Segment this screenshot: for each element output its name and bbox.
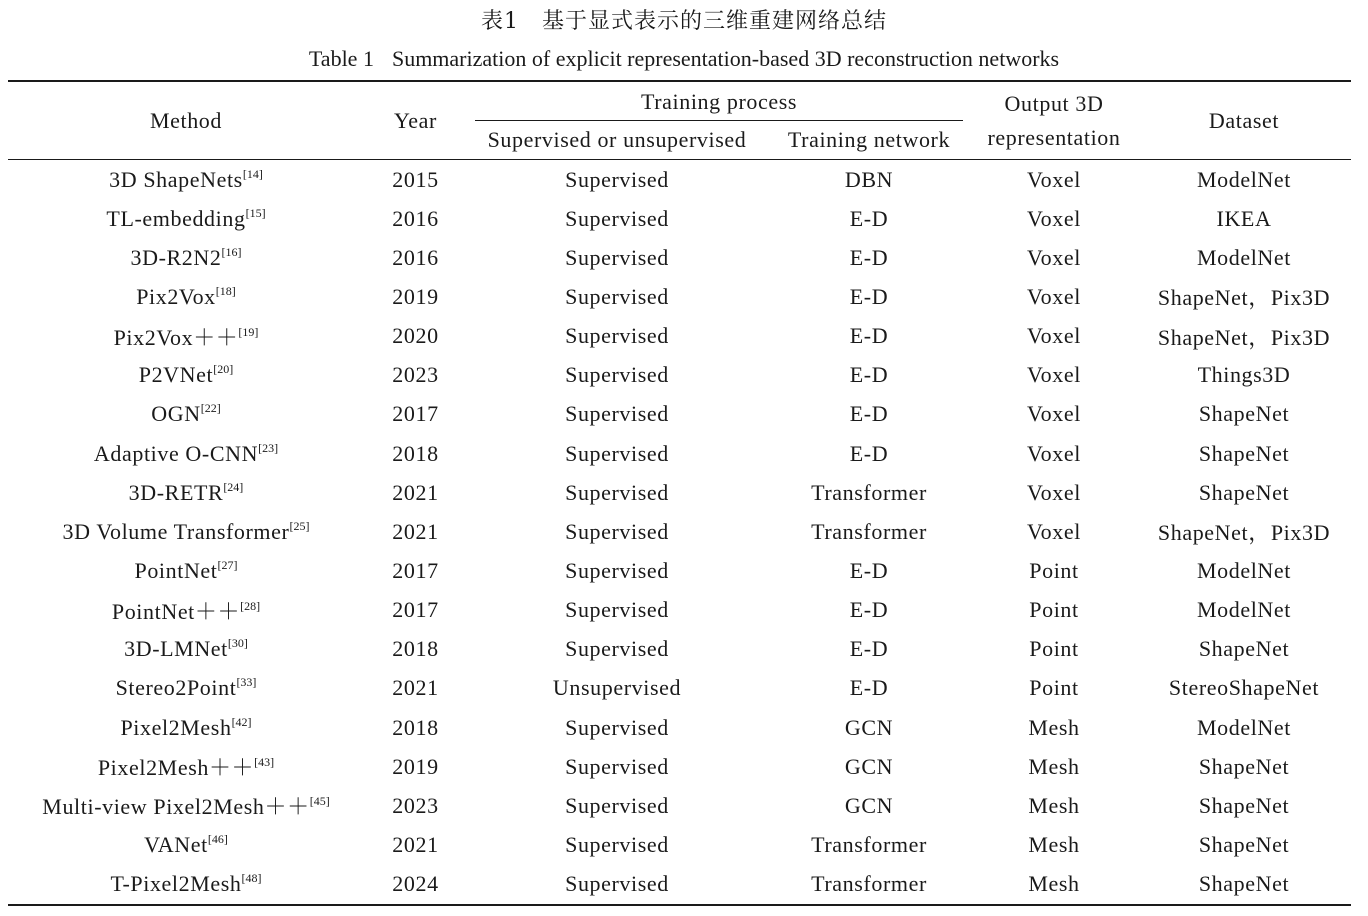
method-name: OGN xyxy=(151,401,201,427)
cell-year: 2021 xyxy=(392,479,439,505)
table-row xyxy=(8,786,1351,825)
cell-year: 2021 xyxy=(392,518,439,544)
citation-ref: [25] xyxy=(289,518,310,533)
table-row xyxy=(8,473,1351,512)
table-row xyxy=(8,591,1351,630)
cell-supervision: Supervised xyxy=(565,792,669,818)
cell-output: Voxel xyxy=(1027,323,1081,349)
cell-network: E-D xyxy=(849,636,889,662)
table-number: Table 1 xyxy=(308,46,374,71)
cell-method xyxy=(8,434,364,473)
cell-network: DBN xyxy=(844,166,894,192)
cell-network: GCN xyxy=(844,792,894,818)
cell-year: 2018 xyxy=(392,714,439,740)
method-name: Pixel2Mesh＋＋ xyxy=(97,755,255,781)
cell-network: E-D xyxy=(849,597,889,623)
cell-supervision: Supervised xyxy=(565,244,669,270)
cell-network: GCN xyxy=(844,714,894,740)
citation-ref: [45] xyxy=(309,794,330,809)
cell-year: 2016 xyxy=(392,244,439,270)
cell-output: Voxel xyxy=(1027,283,1081,309)
cell-output: Mesh xyxy=(1028,714,1080,740)
header-method: Method xyxy=(8,81,364,160)
cell-dataset: ShapeNet xyxy=(1198,753,1290,779)
cell-year: 2015 xyxy=(392,166,439,192)
cell-method xyxy=(8,356,364,395)
cell-dataset: ModelNet xyxy=(1196,597,1291,623)
cell-output: Voxel xyxy=(1027,166,1081,192)
cell-output: Voxel xyxy=(1027,244,1081,270)
citation-ref: [18] xyxy=(215,283,236,298)
cell-output: Point xyxy=(1029,557,1079,583)
cell-method xyxy=(8,277,364,316)
method-name: Pix2Vox＋＋ xyxy=(113,324,239,350)
cell-supervision: Supervised xyxy=(565,557,669,583)
cell-supervision: Supervised xyxy=(565,479,669,505)
cell-network: E-D xyxy=(849,675,889,701)
cell-dataset: ShapeNet xyxy=(1198,401,1290,427)
table-caption-chinese: 表1 基于显式表示的三维重建网络总结 xyxy=(481,9,887,34)
cell-method xyxy=(8,708,364,747)
cell-output: Point xyxy=(1029,597,1079,623)
cell-year: 2019 xyxy=(392,283,439,309)
cell-supervision: Supervised xyxy=(565,440,669,466)
cell-dataset: ModelNet xyxy=(1196,714,1291,740)
cell-supervision: Supervised xyxy=(565,205,669,231)
cell-dataset: ShapeNet xyxy=(1198,792,1290,818)
cell-method xyxy=(8,160,364,200)
header-output-line2: representation xyxy=(987,124,1121,150)
cell-supervision: Supervised xyxy=(467,865,767,905)
citation-ref: [43] xyxy=(254,755,275,770)
cell-method xyxy=(8,512,364,551)
cell-output: Mesh xyxy=(971,865,1137,905)
citation-ref: [33] xyxy=(236,675,257,690)
citation-ref: [23] xyxy=(258,440,279,455)
table-row xyxy=(8,512,1351,551)
table-row xyxy=(8,395,1351,434)
cell-network: Transformer xyxy=(811,831,927,857)
table-title: Summarization of explicit representation-based 3D reconstruction networks xyxy=(391,46,1060,71)
table-row xyxy=(8,199,1351,238)
table-row xyxy=(8,865,1351,905)
cell-output: Voxel xyxy=(1027,518,1081,544)
cell-supervision: Supervised xyxy=(565,362,669,388)
cell-output: Voxel xyxy=(1027,362,1081,388)
cell-dataset: ModelNet xyxy=(1196,166,1291,192)
cell-output: Voxel xyxy=(1027,205,1081,231)
header-dataset: Dataset xyxy=(1137,81,1351,160)
cell-year: 2023 xyxy=(392,362,439,388)
cell-output: Mesh xyxy=(1028,792,1080,818)
cell-network: E-D xyxy=(849,323,889,349)
method-name: TL-embedding xyxy=(106,205,246,231)
table-row xyxy=(8,669,1351,708)
cell-year: 2016 xyxy=(392,205,439,231)
cell-supervision: Supervised xyxy=(565,597,669,623)
method-name: P2VNet xyxy=(138,362,214,388)
cell-dataset: ModelNet xyxy=(1196,557,1291,583)
cell-year: 2023 xyxy=(392,792,439,818)
cell-dataset: IKEA xyxy=(1216,205,1272,231)
cell-network: E-D xyxy=(849,205,889,231)
cell-dataset: StereoShapeNet xyxy=(1168,675,1320,701)
cell-dataset: ShapeNet xyxy=(1198,479,1290,505)
cell-dataset: Things3D xyxy=(1197,362,1291,388)
table-row xyxy=(8,708,1351,747)
cell-method xyxy=(8,199,364,238)
citation-ref: [19] xyxy=(238,324,259,339)
cell-supervision: Supervised xyxy=(565,636,669,662)
header-training-process xyxy=(467,81,971,121)
citation-ref: [46] xyxy=(207,831,228,846)
cell-supervision: Supervised xyxy=(565,166,669,192)
cell-year: 2021 xyxy=(392,675,439,701)
cell-supervision: Supervised xyxy=(565,518,669,544)
header-training-network: Training network xyxy=(767,121,971,160)
citation-ref: [22] xyxy=(200,401,221,416)
cell-method xyxy=(8,551,364,590)
cell-method xyxy=(8,747,364,786)
cell-year: 2020 xyxy=(392,323,439,349)
cell-supervision: Supervised xyxy=(565,323,669,349)
method-name: T-Pixel2Mesh xyxy=(110,871,242,897)
citation-ref: [28] xyxy=(240,598,261,613)
method-name: Pix2Vox xyxy=(136,283,216,309)
cell-supervision: Supervised xyxy=(565,401,669,427)
table-row xyxy=(8,747,1351,786)
header-output-representation xyxy=(971,81,1137,160)
cell-method xyxy=(8,786,364,825)
table-caption-english xyxy=(0,43,1368,75)
table-row xyxy=(8,238,1351,277)
cell-output: Point xyxy=(1029,675,1079,701)
cell-dataset: ShapeNet xyxy=(1198,636,1290,662)
method-name: VANet xyxy=(144,831,208,857)
table-row xyxy=(8,551,1351,590)
table-row xyxy=(8,434,1351,473)
table-row xyxy=(8,825,1351,864)
citation-ref: [24] xyxy=(223,479,244,494)
citation-ref: [30] xyxy=(227,636,248,651)
method-name: Pixel2Mesh xyxy=(120,714,232,740)
citation-ref: [15] xyxy=(245,205,266,220)
header-supervised: Supervised or unsupervised xyxy=(467,121,767,160)
cell-network: Transformer xyxy=(811,479,927,505)
table-body xyxy=(8,160,1351,905)
cell-network: E-D xyxy=(849,362,889,388)
cell-supervision: Supervised xyxy=(565,831,669,857)
header-group-rule xyxy=(475,120,963,121)
method-name: 3D-R2N2 xyxy=(130,244,222,270)
cell-year: 2017 xyxy=(392,557,439,583)
cell-network: GCN xyxy=(844,753,894,779)
method-name: Stereo2Point xyxy=(115,675,237,701)
cell-method xyxy=(8,865,364,905)
table-row xyxy=(8,317,1351,356)
cell-network: E-D xyxy=(849,440,889,466)
header-training-process-label: Training process xyxy=(640,88,798,114)
table-row xyxy=(8,356,1351,395)
table-row xyxy=(8,160,1351,200)
cell-year: 2017 xyxy=(392,401,439,427)
cell-output: Voxel xyxy=(1027,401,1081,427)
cell-output: Voxel xyxy=(1027,479,1081,505)
method-name: 3D-LMNet xyxy=(124,636,228,662)
cell-year: 2018 xyxy=(392,440,439,466)
cell-network: E-D xyxy=(849,244,889,270)
method-name: 3D-RETR xyxy=(128,479,224,505)
cell-method xyxy=(8,669,364,708)
citation-ref: [48] xyxy=(241,871,262,886)
citation-ref: [20] xyxy=(213,362,234,377)
cell-dataset: ShapeNet，Pix3D xyxy=(1157,324,1331,350)
cell-year: 2017 xyxy=(392,597,439,623)
method-name: PointNet xyxy=(134,557,218,583)
cell-dataset: ShapeNet xyxy=(1198,831,1290,857)
cell-supervision: Supervised xyxy=(565,753,669,779)
citation-ref: [42] xyxy=(231,714,252,729)
citation-ref: [16] xyxy=(221,244,242,259)
cell-dataset: ShapeNet xyxy=(1137,865,1351,905)
table-header xyxy=(8,81,1351,160)
cell-dataset: ModelNet xyxy=(1196,244,1291,270)
method-name: PointNet＋＋ xyxy=(111,598,241,624)
cell-year: 2021 xyxy=(392,831,439,857)
cell-method xyxy=(8,395,364,434)
citation-ref: [27] xyxy=(217,557,238,572)
cell-network: E-D xyxy=(849,557,889,583)
cell-network: E-D xyxy=(849,401,889,427)
table-row xyxy=(8,277,1351,316)
cell-network: Transformer xyxy=(767,865,971,905)
cell-output: Point xyxy=(1029,636,1079,662)
cell-supervision: Unsupervised xyxy=(552,675,682,701)
citation-ref: [14] xyxy=(242,166,263,181)
cell-network: Transformer xyxy=(811,518,927,544)
cell-dataset: ShapeNet，Pix3D xyxy=(1157,520,1331,546)
cell-supervision: Supervised xyxy=(565,714,669,740)
summary-table xyxy=(8,80,1351,906)
cell-method xyxy=(8,317,364,356)
cell-supervision: Supervised xyxy=(565,283,669,309)
cell-output: Mesh xyxy=(1028,831,1080,857)
method-name: Adaptive O-CNN xyxy=(93,440,259,466)
method-name: 3D ShapeNets xyxy=(109,166,243,192)
method-name: Multi-view Pixel2Mesh＋＋ xyxy=(42,794,310,820)
cell-year: 2019 xyxy=(392,753,439,779)
header-output-line1: Output 3D xyxy=(1004,90,1104,116)
table-row xyxy=(8,630,1351,669)
cell-method xyxy=(8,591,364,630)
header-year: Year xyxy=(364,81,467,160)
cell-year: 2018 xyxy=(392,636,439,662)
cell-dataset: ShapeNet，Pix3D xyxy=(1157,285,1331,311)
cell-method xyxy=(8,825,364,864)
cell-year: 2024 xyxy=(364,865,467,905)
cell-method xyxy=(8,630,364,669)
cell-output: Voxel xyxy=(1027,440,1081,466)
cell-method xyxy=(8,238,364,277)
cell-dataset: ShapeNet xyxy=(1198,440,1290,466)
cell-method xyxy=(8,473,364,512)
cell-network: E-D xyxy=(849,283,889,309)
cell-output: Mesh xyxy=(1028,753,1080,779)
method-name: 3D Volume Transformer xyxy=(62,518,290,544)
